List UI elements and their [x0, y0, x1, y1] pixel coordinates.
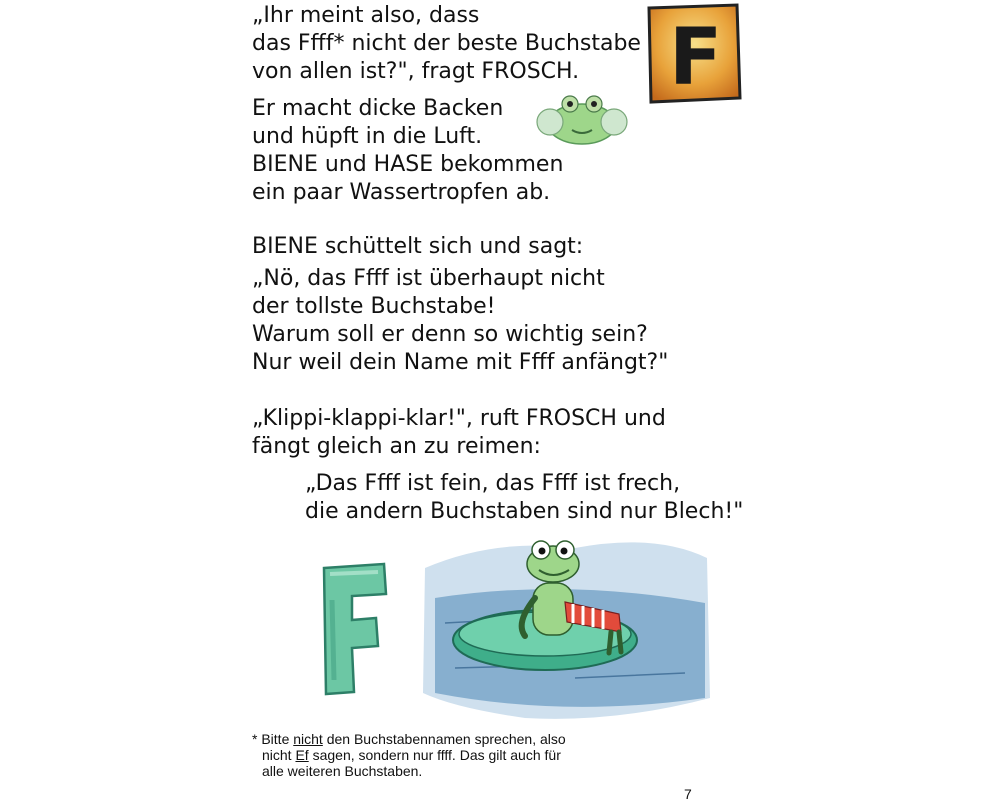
letter-f-green-illustration [318, 560, 390, 698]
footnote-line-3: alle weiteren Buchstaben. [262, 763, 423, 779]
text-line: Er macht dicke Backen [252, 96, 504, 121]
footnote-emphasis: Ef [295, 747, 309, 763]
letter-f-top: F [669, 13, 723, 103]
letter-f-orange-illustration [645, 2, 743, 106]
text-line: die andern Buchstaben sind nur Blech!" [305, 499, 744, 524]
text-line: BIENE schüttelt sich und sagt: [252, 234, 584, 259]
paragraph-frog-question [252, 2, 641, 86]
paragraph-frog-rhyme-intro [252, 405, 666, 461]
text-line: BIENE und HASE bekommen [252, 152, 564, 177]
text-line: von allen ist?", fragt FROSCH. [252, 59, 580, 84]
text-line: „Klippi-klappi-klar!", ruft FROSCH und [252, 406, 666, 431]
text-line: „Nö, das Ffff ist überhaupt nicht [252, 266, 605, 291]
paragraph-bee-speech [252, 265, 668, 377]
footnote-emphasis: nicht [293, 731, 323, 747]
footnote [252, 731, 566, 779]
footnote-prefix: * Bitte [252, 731, 294, 747]
text-line: Nur weil dein Name mit Ffff anfängt?" [252, 350, 669, 375]
footnote-line-2 [252, 747, 566, 763]
paragraph-rhyme [305, 470, 743, 526]
paragraph-bee-intro [252, 233, 583, 261]
text-line: „Ihr meint also, dass [252, 3, 480, 28]
text-line: fängt gleich an zu reimen: [252, 434, 541, 459]
frog-puffed-cheeks-icon [532, 90, 632, 150]
text-line: „Das Ffff ist fein, das Ffff ist frech, [305, 471, 681, 496]
text-line: Warum soll er denn so wichtig sein? [252, 322, 648, 347]
text-line: und hüpft in die Luft. [252, 124, 483, 149]
frog-on-lily-pad-illustration [415, 528, 715, 728]
footnote-text: nicht [262, 747, 296, 763]
footnote-text: sagen, sondern nur ffff. Das gilt auch für [308, 747, 561, 763]
text-line: der tollste Buchstabe! [252, 294, 496, 319]
page-number: 7 [684, 786, 692, 802]
paragraph-frog-jumps [252, 95, 563, 207]
footnote-line-1 [252, 731, 566, 747]
text-line: ein paar Wassertropfen ab. [252, 180, 551, 205]
footnote-text: den Buchstabennamen sprechen, also [322, 731, 566, 747]
text-line: das Ffff* nicht der beste Buchstabe [252, 31, 641, 56]
